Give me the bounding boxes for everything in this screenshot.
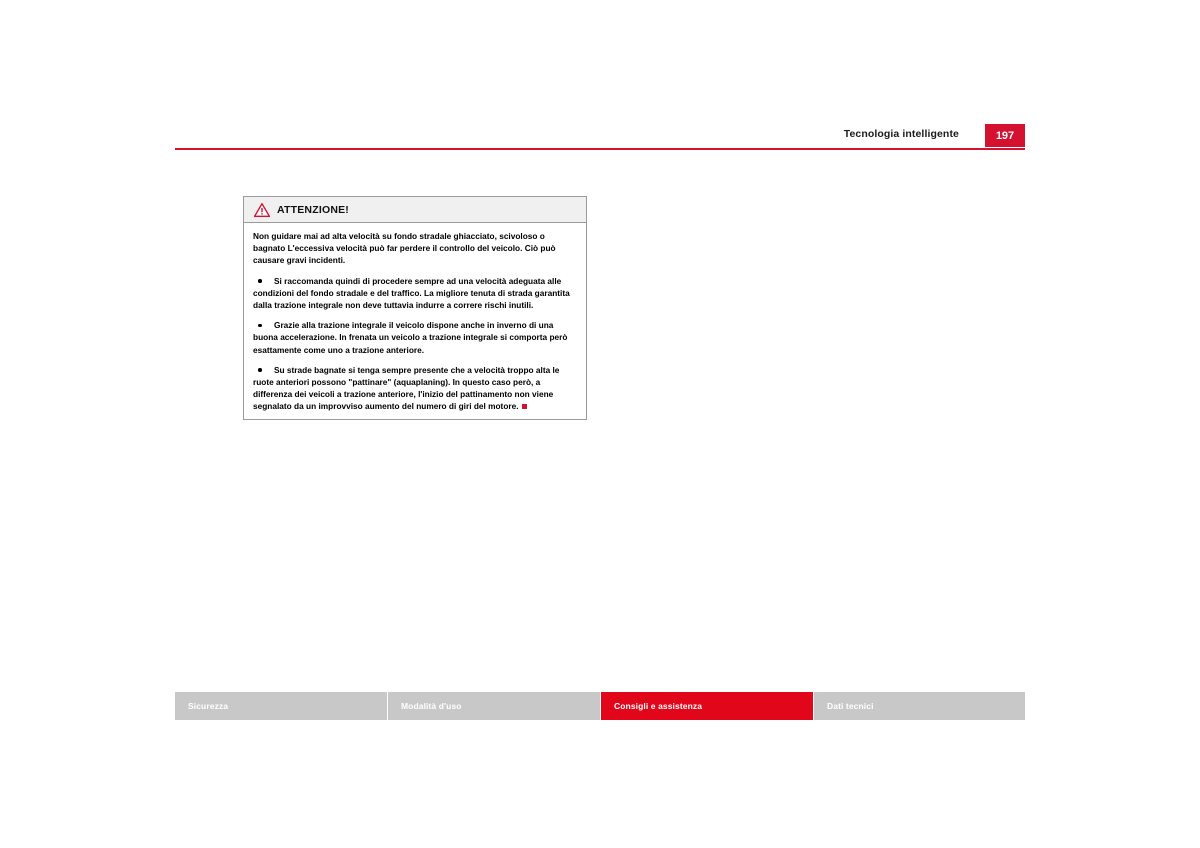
page-header <box>175 124 1025 150</box>
tab-consigli-e-assistenza[interactable]: Consigli e assistenza <box>601 692 813 720</box>
warning-body <box>244 223 586 419</box>
tab-modalita-duso[interactable]: Modalità d'uso <box>388 692 600 720</box>
page-number-badge: 197 <box>985 124 1025 147</box>
list-item <box>253 364 577 413</box>
bullet-dot-icon <box>258 368 262 372</box>
tab-dati-tecnici[interactable]: Dati tecnici <box>814 692 1025 720</box>
list-item-text: Si raccomanda quindi di procedere sempre ad una velocità adeguata alle condizioni del fondo stradale e del traffico. La migliore tenuta di strada garantita dalla trazione integrale non deve tuttavia indurre a correre rischi inutili. <box>253 275 570 311</box>
header-divider <box>175 148 1025 150</box>
warning-title: ATTENZIONE! <box>277 203 349 216</box>
warning-triangle-icon <box>254 203 270 217</box>
warning-header <box>244 197 586 223</box>
list-item <box>253 319 577 356</box>
footer-tabs <box>175 692 1025 720</box>
tab-sicurezza[interactable]: Sicurezza <box>175 692 387 720</box>
warning-intro-paragraph: Non guidare mai ad alta velocità su fondo stradale ghiacciato, scivoloso o bagnato L'eccessiva velocità può far perdere il controllo del veicolo. Ciò può causare gravi incidenti. <box>253 231 556 266</box>
end-of-section-marker <box>522 404 527 409</box>
list-item-text: Su strade bagnate si tenga sempre presente che a velocità troppo alta le ruote anteriori possono "pattinare" (aquaplaning). In questo caso però, a differenza dei veicoli a trazione anteriore, l'inizio del pattinamento non viene segnalato da un improvviso aumento del numero di giri del motore. <box>253 364 560 412</box>
warning-callout <box>243 196 587 420</box>
bullet-dot-icon <box>258 279 262 283</box>
list-item <box>253 275 577 312</box>
page-title: Tecnologia intelligente <box>843 128 959 140</box>
list-item-text: Grazie alla trazione integrale il veicolo dispone anche in inverno di una buona accelerazione. In frenata un veicolo a trazione integrale si comporta però esattamente come uno a trazione anteriore. <box>253 320 568 355</box>
bullet-dot-icon <box>258 324 262 328</box>
